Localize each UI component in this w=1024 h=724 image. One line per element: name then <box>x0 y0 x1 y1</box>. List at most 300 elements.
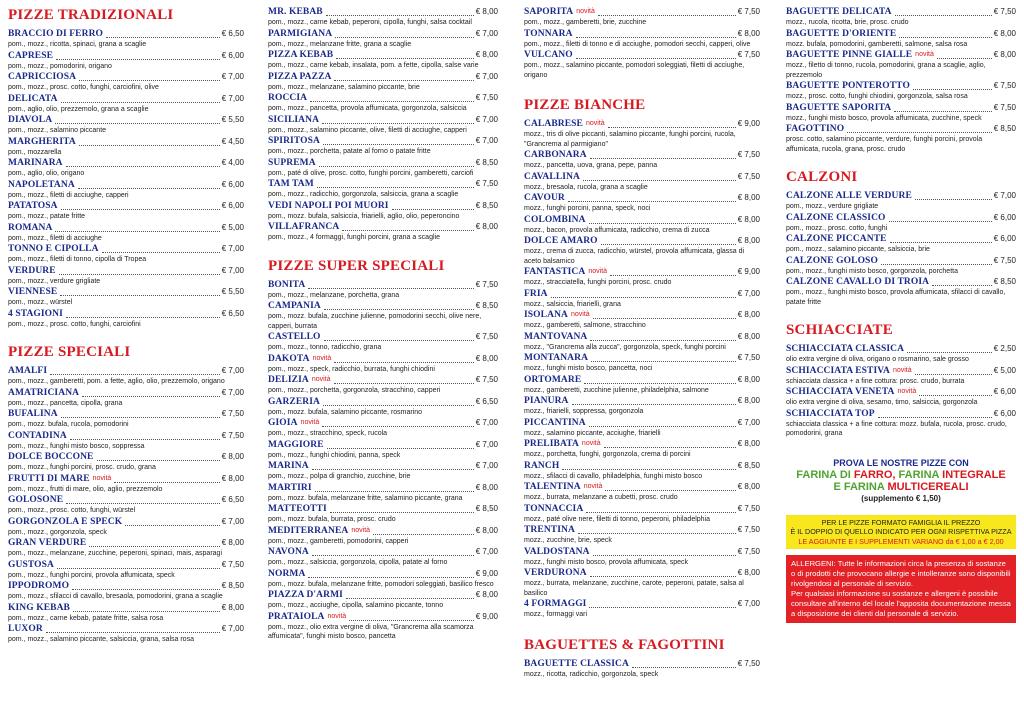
item-name: BUFALINA <box>8 409 58 419</box>
menu-item-4-formaggi <box>524 598 760 620</box>
item-ingredients: pom., mozz., frutti di mare, olio, aglio, prezzemolo <box>8 485 163 493</box>
promo-box <box>786 457 1016 505</box>
item-name: DIAVOLA <box>8 115 53 125</box>
dot-leader <box>46 631 220 633</box>
item-name: BAGUETTE CLASSICA <box>524 658 629 669</box>
new-badge: novità <box>576 8 595 15</box>
menu-item-baguette-saporita <box>786 102 1016 124</box>
dot-leader <box>915 373 992 375</box>
item-name: PRELIBATA <box>524 439 579 449</box>
item-ingredients: pom., mozz., filetti di acciughe, capperi <box>8 191 129 199</box>
item-name: DELIZIA <box>268 375 309 385</box>
item-price: € 7,50 <box>993 81 1016 90</box>
item-price: € 6,50 <box>221 29 244 38</box>
item-ingredients: mozz., bacon, provola affumicata, radicchio, crema di zucca <box>524 226 710 234</box>
dot-leader <box>878 416 992 418</box>
dot-leader <box>308 287 473 289</box>
item-price: € 7,50 <box>737 353 760 362</box>
menu-item-frutti-di-mare <box>8 473 244 495</box>
menu-item-parmigiana <box>268 28 498 50</box>
item-name: MARGHERITA <box>8 136 76 147</box>
item-ingredients: pom., aglio, olio, prezzemolo, grana a scaglie <box>8 105 149 113</box>
dot-leader <box>590 575 736 577</box>
dot-leader <box>913 88 992 90</box>
item-price: € 6,00 <box>993 387 1016 396</box>
menu-item-piccantina <box>524 417 760 439</box>
item-ingredients: pom., mozz., salamino piccante, salsiccia, brie <box>786 246 930 253</box>
item-name: PIZZA PAZZA <box>268 71 332 82</box>
item-price: € 7,50 <box>475 93 498 102</box>
menu-item-calzone-cavallo-di-troia <box>786 276 1016 307</box>
dot-leader <box>66 502 220 504</box>
item-ingredients: mozz., formaggi vari <box>524 611 588 618</box>
menu-item-schiacciata-top <box>786 408 1016 439</box>
item-ingredients: pom., mozz., filetti di tonno e di acciughe, pomodori secchi, capperi, olive <box>524 40 751 48</box>
item-ingredients: pom., mozz., 4 formaggi, funghi porcini, grana a scaglie <box>268 234 440 241</box>
menu-item-calzone-goloso <box>786 255 1016 277</box>
item-ingredients: mozz., funghi misto bosco, provola affumicata, speck <box>524 558 689 566</box>
item-ingredients: pom., mozz., prosc. cotto, funghi, carciofini, olive <box>8 84 159 91</box>
section-title-calzoni: CALZONI <box>786 169 858 185</box>
dot-leader <box>589 222 736 224</box>
menu-item-garzeria <box>268 396 498 418</box>
item-ingredients: pom., mozz., prosc. cotto, funghi, würstel <box>8 507 136 514</box>
item-name: CAPRICCIOSA <box>8 72 77 82</box>
item-ingredients: mozz., rucola, ricotta, brie, prosc. crudo <box>786 19 909 26</box>
menu-item-matteotti <box>268 503 498 525</box>
menu-item-valdostana <box>524 546 760 568</box>
dot-leader <box>346 597 474 599</box>
dot-leader <box>572 403 736 405</box>
item-price: € 5,50 <box>221 287 244 296</box>
item-ingredients: pom., mozz., pancetta, provola affumicata, gorgonzola, salsiccia <box>268 105 467 112</box>
item-price: € 6,00 <box>993 212 1016 222</box>
item-name: FANTASTICA <box>524 267 586 277</box>
item-name: ISOLANA <box>524 310 568 320</box>
new-badge: novità <box>311 376 331 383</box>
menu-item-verdurona <box>524 567 760 598</box>
menu-item-trentina <box>524 524 760 546</box>
menu-item-gustosa <box>8 559 244 581</box>
item-name: GORGONZOLA E SPECK <box>8 516 123 527</box>
item-name: PRATAIOLA <box>268 611 325 622</box>
item-ingredients: pom., mozz., funghi porcini, prosc. crudo, grana <box>8 464 156 471</box>
dot-leader <box>608 126 736 128</box>
item-ingredients: pom., mozz., funghi misto bosco, provola affumicata, sfilacci di cavallo, patate fritte <box>786 289 1006 306</box>
item-ingredients: pom., mozz., filetti di tonno, cipolla di Tropea <box>8 256 147 263</box>
dot-leader <box>336 57 474 59</box>
dot-leader <box>66 316 220 318</box>
dot-leader <box>604 446 736 448</box>
item-name: BRACCIO DI FERRO <box>8 29 104 39</box>
menu-item-romana <box>8 222 244 244</box>
dot-leader <box>894 110 991 112</box>
menu-item-gioia <box>268 417 498 439</box>
item-ingredients: mozz., crema di zucca, radicchio, würstel, provola affumicata, glassa di aceto balsamico <box>524 248 745 265</box>
menu-item-martiri <box>268 482 498 504</box>
item-ingredients: pom., mozz. bufala, rucola, pomodorini <box>8 421 129 428</box>
item-name: VEDI NAPOLI POI MUORI <box>268 200 389 211</box>
menu-item-ortomare <box>524 374 760 396</box>
item-name: PICCANTINA <box>524 417 586 428</box>
item-price: € 7,50 <box>475 375 498 384</box>
menu-item-vedi-napoli-poi-muori <box>268 200 498 222</box>
menu-item-schiacciata-veneta <box>786 386 1016 408</box>
item-name: CARBONARA <box>524 150 587 160</box>
item-ingredients: pom., mozz., carne kebab, peperoni, cipolla, funghi, salsa cocktail <box>268 19 472 26</box>
dot-leader <box>72 588 220 590</box>
menu-item-cavour <box>524 192 760 214</box>
dot-leader <box>349 619 474 621</box>
item-price: € 7,00 <box>221 516 244 526</box>
menu-item-siciliana <box>268 114 498 136</box>
dot-leader <box>334 79 473 81</box>
item-name: TONNO E CIPOLLA <box>8 244 99 254</box>
item-price: € 7,00 <box>475 71 498 81</box>
item-price: € 8,00 <box>737 396 760 405</box>
dot-leader <box>591 360 736 362</box>
dot-leader <box>50 373 220 375</box>
menu-item-baguette-pinne-gialle <box>786 49 1016 80</box>
item-name: CASTELLO <box>268 332 321 342</box>
menu-item-navona <box>268 546 498 568</box>
item-price: € 8,00 <box>475 482 498 492</box>
item-ingredients: pom., mozz., würstel <box>8 299 73 306</box>
item-price: € 6,50 <box>221 495 244 504</box>
dot-leader <box>601 243 736 245</box>
dot-leader <box>61 208 220 210</box>
item-name: ROMANA <box>8 222 53 233</box>
item-name: PIANURA <box>524 396 569 406</box>
item-price: € 7,00 <box>475 114 498 124</box>
dot-leader <box>59 273 220 275</box>
item-name: BAGUETTE D'ORIENTE <box>786 28 897 39</box>
new-badge: novità <box>571 311 590 318</box>
item-name: GOLOSONE <box>8 495 64 505</box>
item-ingredients: mozz., gamberetti, zucchine julienne, philadelphia, salmone <box>524 386 709 394</box>
item-price: € 8,00 <box>475 525 498 535</box>
item-price: € 7,00 <box>221 366 244 375</box>
item-ingredients: pom., mozz., gamberetti, pom. a fette, aglio, olio, prezzemolo, origano <box>8 378 225 385</box>
item-name: ROCCIA <box>268 93 308 103</box>
menu-item-ranch <box>524 460 760 482</box>
item-name: COLOMBINA <box>524 214 586 225</box>
item-name: SICILIANA <box>268 114 320 125</box>
item-name: SAPORITA <box>524 7 574 17</box>
item-price: € 8,50 <box>475 504 498 513</box>
item-name: CAMPANIA <box>268 301 321 311</box>
family-line-2: È IL DOPPIO DI QUELLO INDICATO PER OGNI RISPETTIVA PIZZA <box>790 527 1012 536</box>
item-price: € 8,00 <box>221 538 244 547</box>
item-ingredients: pom., mozz., prosc. cotto, funghi <box>786 224 888 232</box>
dot-leader <box>317 186 474 188</box>
item-ingredients: pom., mozz., patate fritte <box>8 213 86 220</box>
menu-item-braccio-di-ferro <box>8 28 244 50</box>
menu-item-calzone-alle-verdure <box>786 190 1016 212</box>
item-price: € 4,50 <box>221 136 244 146</box>
menu-item-prelibata <box>524 438 760 460</box>
item-name: VALDOSTANA <box>524 546 590 557</box>
item-price: € 8,50 <box>221 581 244 590</box>
item-name: TONNACCIA <box>524 503 584 514</box>
item-price: € 7,00 <box>737 417 760 427</box>
menu-item-mr-kebab <box>268 6 498 28</box>
menu-item-baguette-ponterotto <box>786 80 1016 102</box>
item-ingredients: pom., mozz., gamberetti, pomodorini, capperi <box>268 537 409 545</box>
item-ingredients: mozz., salsiccia, friarielli, grana <box>524 300 621 308</box>
item-ingredients: pom., mozz., verdure grigliate <box>786 203 879 210</box>
dot-leader <box>562 468 735 470</box>
item-ingredients: mozz., gamberetti, salmone, stracchino <box>524 322 646 329</box>
new-badge: novità <box>351 526 371 534</box>
new-badge: novità <box>300 419 320 426</box>
item-ingredients: pom., mozz., salsiccia, gorgonzola, cipolla, patate al forno <box>268 559 448 566</box>
item-ingredients: mozz., tris di olive piccanti, salamino piccante, funghi porcini, rucola, "Grancrema al parmigiano" <box>524 131 736 148</box>
item-price: € 8,50 <box>475 301 498 310</box>
dot-leader <box>334 382 474 384</box>
item-price: € 7,00 <box>475 28 498 38</box>
dot-leader <box>322 122 474 124</box>
family-line-1: PER LE PIZZE FORMATO FAMIGLIA IL PREZZO <box>821 517 981 527</box>
dot-leader <box>578 532 736 534</box>
item-price: € 7,00 <box>737 288 760 298</box>
menu-item-norma <box>268 568 498 590</box>
item-name: RANCH <box>524 460 560 471</box>
item-price: € 5,00 <box>993 365 1016 375</box>
menu-item-fagottino <box>786 123 1016 154</box>
item-price: € 8,00 <box>737 568 760 577</box>
item-name: DOLCE BOCCONE <box>8 452 94 462</box>
menu-item-calabrese <box>524 118 760 149</box>
item-price: € 7,00 <box>221 624 244 633</box>
item-ingredients: mozz., friarielli, soppressa, gorgonzola <box>524 408 644 415</box>
item-ingredients: pom., mozz., melanzane fritte, grana a scaglie <box>268 40 412 48</box>
item-price: € 8,50 <box>993 124 1016 133</box>
dot-leader <box>598 14 736 16</box>
menu-column-3 <box>524 6 760 724</box>
new-badge: novità <box>581 440 601 447</box>
family-line-3: LE AGGIUNTE E I SUPPLEMENTI VARIANO da € 1,00 a € 2,00 <box>798 536 1004 546</box>
dot-leader <box>937 57 992 59</box>
item-price: € 7,50 <box>221 430 244 440</box>
item-price: € 7,00 <box>475 439 498 449</box>
dot-leader <box>551 296 736 298</box>
menu-item-marina <box>268 460 498 482</box>
dot-leader <box>583 179 736 181</box>
item-ingredients: mozz., funghi porcini, panna, speck, noci <box>524 205 651 212</box>
item-name: VULCANO <box>524 50 573 60</box>
item-name: MEDITERRANEA <box>268 525 349 536</box>
item-name: AMATRICIANA <box>8 387 80 398</box>
item-name: MONTANARA <box>524 353 589 363</box>
item-ingredients: pom., mozz., melanzane, zucchine, peperoni, spinaci, mais, asparagi <box>8 550 222 557</box>
dot-leader <box>590 157 736 159</box>
item-ingredients: mozz., paté olive nere, filetti di tonno, peperoni, philadelphia <box>524 515 711 523</box>
dot-leader <box>589 606 735 608</box>
dot-leader <box>57 567 220 569</box>
item-price: € 7,50 <box>737 503 760 513</box>
item-price: € 8,00 <box>737 439 760 448</box>
menu-item-isolana <box>524 309 760 331</box>
item-ingredients: mozz., burrata, melanzane, zucchine, carote, peperoni, patate, salsa al basilico <box>524 580 744 597</box>
item-price: € 8,00 <box>475 590 498 599</box>
dot-leader <box>330 511 474 513</box>
item-price: € 7,50 <box>475 332 498 341</box>
item-price: € 7,50 <box>737 171 760 181</box>
menu-item-villafranca <box>268 221 498 243</box>
item-ingredients: pom., mozz., salamino piccante, pomodori soleggiati, filetti di acciughe, origano <box>524 62 745 79</box>
item-ingredients: pom., mozz. bufala, salamino piccante, rosmarino <box>268 408 423 416</box>
dot-leader <box>312 468 474 470</box>
item-name: SUPREMA <box>268 157 316 168</box>
item-name: KING KEBAB <box>8 602 70 613</box>
menu-item-baguette-delicata <box>786 6 1016 28</box>
item-name: LUXOR <box>8 624 43 634</box>
dot-leader <box>632 666 736 668</box>
item-ingredients: pom., mozz. bufala, burrata, prosc. crudo <box>268 516 396 523</box>
item-price: € 7,00 <box>993 191 1016 200</box>
item-ingredients: mozz. bufala, pomodorini, gamberetti, salmone, salsa rosa <box>786 40 968 48</box>
item-name: MAGGIORE <box>268 439 324 450</box>
item-price: € 7,50 <box>737 525 760 534</box>
dot-leader <box>342 229 473 231</box>
new-badge: novità <box>897 388 917 395</box>
item-price: € 8,00 <box>737 331 760 341</box>
item-name: CALZONE CLASSICO <box>786 212 886 223</box>
item-ingredients: olio extra vergine di oliva, origano o rosmarino, sale grosso <box>786 356 969 363</box>
dot-leader <box>576 57 736 59</box>
item-ingredients: pom., mozz., salamino piccante, olive, filetti di acciughe, capperi <box>268 126 467 134</box>
item-name: MARINARA <box>8 158 63 168</box>
item-price: € 8,00 <box>993 28 1016 38</box>
menu-item-capricciosa <box>8 71 244 93</box>
item-name: SPIRITOSA <box>268 136 320 146</box>
item-name: MR. KEBAB <box>268 7 323 17</box>
menu-item-viennese <box>8 286 244 308</box>
item-name: MARINA <box>268 461 309 471</box>
item-price: € 8,00 <box>221 452 244 461</box>
item-name: FRUTTI DI MARE <box>8 473 90 484</box>
item-ingredients: pom., mozz. bufala, melanzane fritte, salamino piccante, grana <box>268 494 463 502</box>
menu-item-mantovana <box>524 331 760 353</box>
item-name: 4 FORMAGGI <box>524 599 587 609</box>
item-ingredients: mozz., sfilacci di cavallo, philadelphia, funghi misto bosco <box>524 472 703 480</box>
dot-leader <box>61 101 220 103</box>
menu-item-montanara <box>524 352 760 374</box>
item-ingredients: pom., mozz. bufala, salsiccia, friarielli, aglio, olio, peperoncino <box>268 212 460 220</box>
promo-line: PROVA LE NOSTRE PIZZE CON <box>833 457 969 468</box>
item-price: € 7,50 <box>475 279 498 289</box>
menu-item-caprese <box>8 50 244 72</box>
item-ingredients: pom., mozzarella <box>8 148 62 156</box>
item-ingredients: pom., aglio, olio, origano <box>8 170 85 177</box>
dot-leader <box>319 165 474 167</box>
item-name: SCHIACCIATA CLASSICA <box>786 344 905 354</box>
section-title-pizze-tradizionali: PIZZE TRADIZIONALI <box>8 7 174 23</box>
item-ingredients: pom., mozz., funghi misto bosco, gorgonzola, porchetta <box>786 267 958 275</box>
section-title-pizze-bianche: PIZZE BIANCHE <box>524 97 646 113</box>
item-price: € 7,50 <box>737 546 760 556</box>
item-ingredients: pom., mozz., carne kebab, insalata, pom. a fette, cipolla, salse varie <box>268 62 479 69</box>
menu-item-napoletana <box>8 179 244 201</box>
item-price: € 8,00 <box>737 236 760 245</box>
menu-item-luxor <box>8 623 244 645</box>
menu-item-campania <box>268 300 498 331</box>
dot-leader <box>589 425 736 427</box>
menu-item-pizza-kebab <box>268 49 498 71</box>
menu-item-colombina <box>524 214 760 236</box>
item-name: GIOIA <box>268 418 298 428</box>
item-ingredients: mozz., ricotta, radicchio, gorgonzola, speck <box>524 670 659 678</box>
item-price: € 8,00 <box>737 374 760 384</box>
dot-leader <box>590 339 735 341</box>
dot-leader <box>586 511 735 513</box>
item-price: € 6,00 <box>993 408 1016 418</box>
item-price: € 7,00 <box>221 265 244 275</box>
item-name: MATTEOTTI <box>268 504 327 514</box>
dot-leader <box>881 263 992 265</box>
dot-leader <box>899 36 991 38</box>
new-badge: novità <box>583 483 603 490</box>
new-badge: novità <box>312 354 332 362</box>
dot-leader <box>890 241 992 243</box>
item-price: € 7,00 <box>221 72 244 81</box>
item-name: CAVALLINA <box>524 171 580 182</box>
menu-item-patatosa <box>8 200 244 222</box>
dot-leader <box>106 36 220 38</box>
item-price: € 6,00 <box>221 201 244 210</box>
dot-leader <box>895 14 992 16</box>
allergens-text-2: Per qualsiasi informazione su sostanze e allergeni è possibile consultare all'interno del locale l'apposita documentazione messa a disposizione dei clienti dal personale di servizio. <box>791 589 1011 618</box>
menu-item-tonnaccia <box>524 503 760 525</box>
item-name: BONITA <box>268 279 306 290</box>
item-price: € 8,00 <box>737 28 760 38</box>
item-name: CALABRESE <box>524 119 583 129</box>
dot-leader <box>610 274 736 276</box>
item-ingredients: pom., mozz., filetti di acciughe <box>8 234 102 242</box>
item-price: € 7,00 <box>221 387 244 397</box>
item-price: € 6,50 <box>221 308 244 318</box>
menu-item-cavallina <box>524 171 760 193</box>
dot-leader <box>576 36 736 38</box>
item-ingredients: pom., mozz., gamberetti, brie, zucchine <box>524 19 647 26</box>
item-ingredients: mozz., funghi misto bosco, provola affumicata, zucchine, speck <box>786 114 982 122</box>
menu-item-golosone <box>8 494 244 516</box>
item-price: € 7,50 <box>993 7 1016 16</box>
item-name: VIENNESE <box>8 287 58 297</box>
item-price: € 8,00 <box>475 222 498 231</box>
item-name: CAPRESE <box>8 50 54 61</box>
menu-item-diavola <box>8 114 244 136</box>
menu-item-gran-verdure <box>8 537 244 559</box>
dot-leader <box>326 14 474 16</box>
item-name: NAVONA <box>268 547 309 557</box>
menu-item-schiacciata-classica <box>786 343 1016 365</box>
item-name: AMALFI <box>8 366 48 376</box>
item-ingredients: pom., mozz., funghi porcini, provola affumicata, speck <box>8 571 175 579</box>
item-ingredients: mozz., bresaola, rucola, grana a scaglie <box>524 183 648 191</box>
dot-leader <box>79 144 220 146</box>
item-ingredients: pom., paté di olive, prosc. cotto, funghi porcini, gamberetti, carciofi <box>268 169 474 177</box>
item-name: VERDURONA <box>524 568 587 578</box>
item-price: € 7,50 <box>993 102 1016 112</box>
item-price: € 8,00 <box>475 50 498 59</box>
menu-item-baguette-classica <box>524 658 760 680</box>
menu-item-amalfi <box>8 365 244 387</box>
item-price: € 8,00 <box>737 214 760 224</box>
item-name: ORTOMARE <box>524 374 582 385</box>
dot-leader <box>323 404 474 406</box>
